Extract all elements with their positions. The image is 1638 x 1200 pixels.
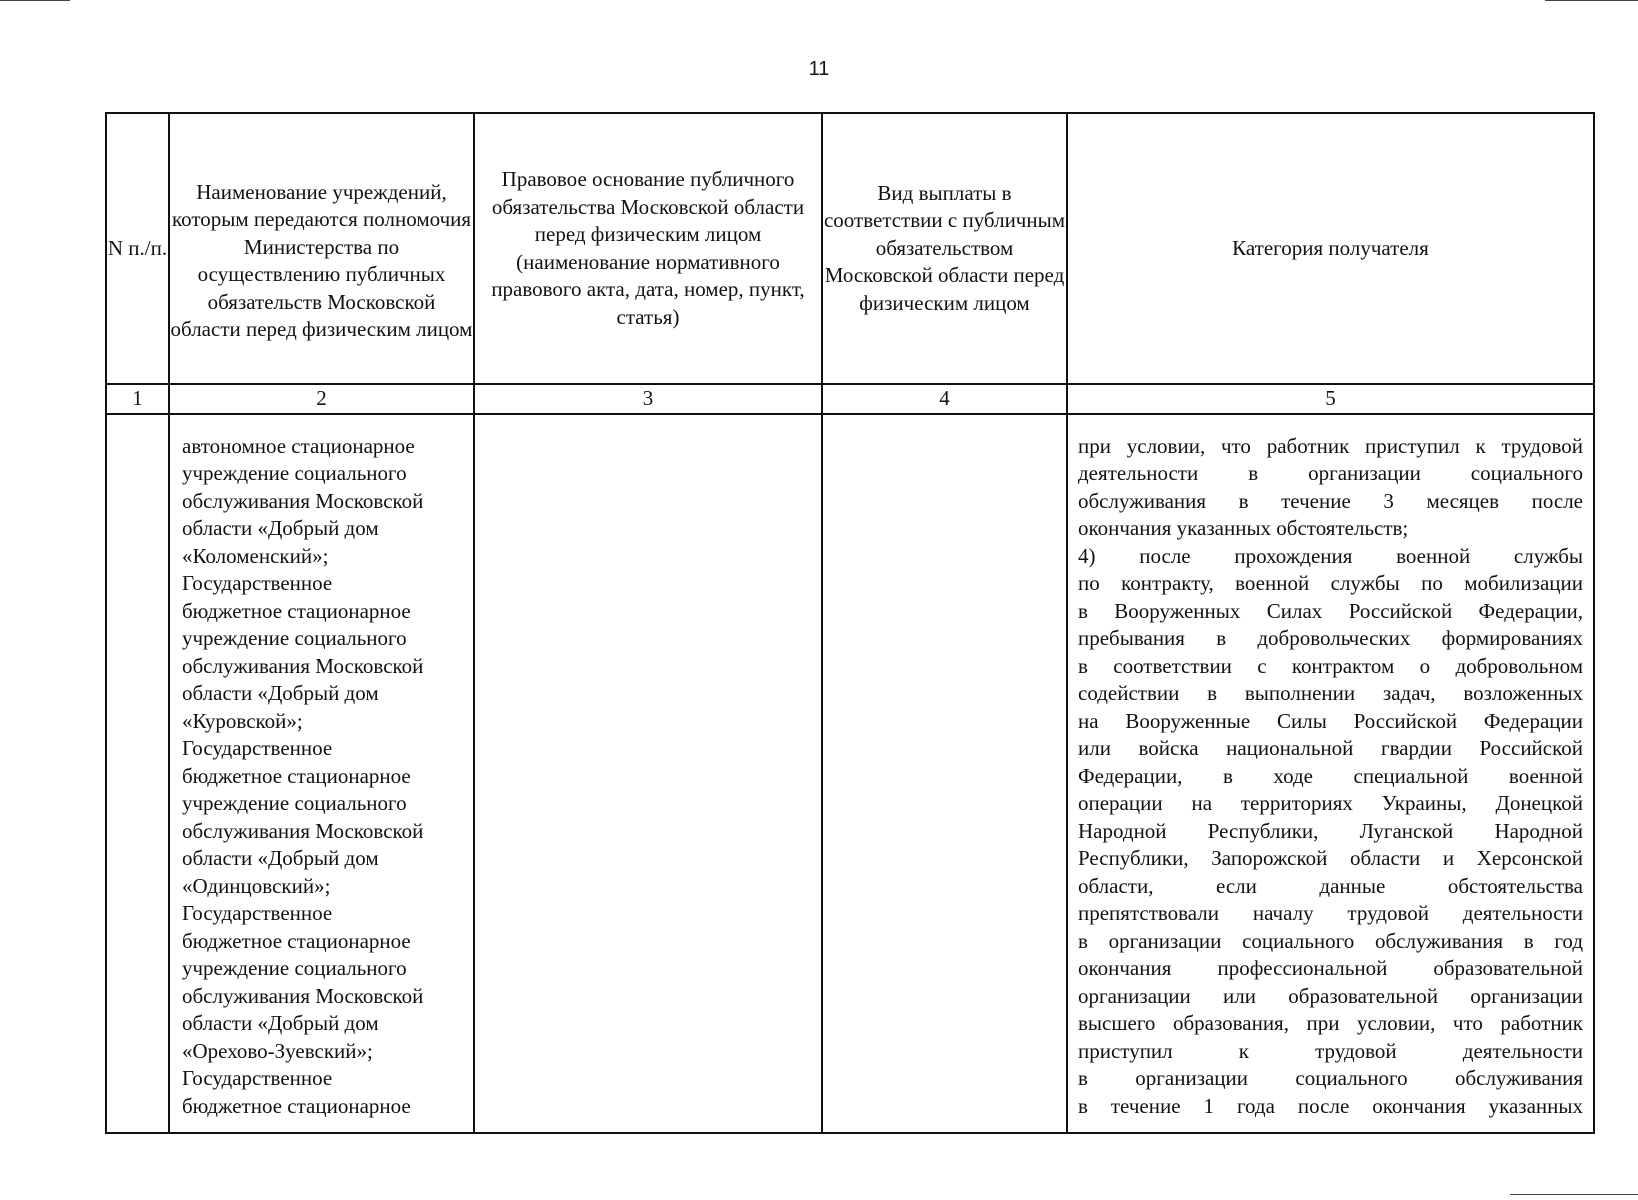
institution-line: обслуживания Московской [182,653,424,678]
institution-line: Государственное [182,901,333,926]
category-line: окончания профессиональной образовательной [1078,956,1583,981]
institution-line: «Одинцовский»; [182,873,331,898]
institution-line: области «Добрый дом [182,681,379,706]
category-line: препятствовали началу трудовой деятельности [1078,901,1583,926]
scan-edge-top-right [1545,0,1638,1]
category-line: по контракту, военной службы по мобилизации [1078,571,1583,596]
category-line: в соответствии с контрактом о добровольном [1078,653,1583,678]
header-number: N п./п. [106,113,169,384]
document-table [105,112,1595,1134]
institution-line: автономное стационарное [182,433,415,458]
category-line: в течение 1 года после окончания указанных [1078,1093,1583,1118]
table-row [106,414,1594,1133]
institution-line: бюджетное стационарное [182,763,411,788]
cell-legal-basis [474,414,822,1133]
institution-line: бюджетное стационарное [182,1093,411,1118]
page-number: 11 [808,58,830,80]
category-line: Республики, Запорожской области и Херсонской [1078,846,1583,871]
category-line: Народной Республики, Луганской Народной [1078,818,1583,843]
column-number: 3 [474,384,822,414]
header-payment-type: Вид выплаты в соответствии с публичным обязательством Московской области перед физическим лицом [822,113,1067,384]
institution-line: обслуживания Московской [182,983,424,1008]
column-number: 5 [1067,384,1594,414]
category-line: содействии в выполнении задач, возложенных [1078,681,1583,706]
institution-line: бюджетное стационарное [182,598,411,623]
cell-payment-type [822,414,1067,1133]
institution-line: Государственное [182,1066,333,1091]
institution-line: учреждение социального [182,461,407,486]
category-line: в Вооруженных Силах Российской Федерации, [1078,598,1583,623]
category-line: в организации социального обслуживания [1078,1066,1583,1091]
header-legal-basis: Правовое основание публичного обязательства Московской области перед физическим лицом (наименование нормативного правового акта, дата, номер, пункт, статья) [474,113,822,384]
category-line: обслуживания в течение 3 месяцев после [1078,488,1583,513]
column-number: 1 [106,384,169,414]
institution-line: области «Добрый дом [182,516,379,541]
category-line: или войска национальной гвардии Российской [1078,736,1583,761]
institution-line: учреждение социального [182,626,407,651]
institution-line: «Коломенский»; [182,543,329,568]
institution-line: бюджетное стационарное [182,928,411,953]
cell-number [106,414,169,1133]
category-line: 4) после прохождения военной службы [1078,543,1583,568]
column-numbers-row [106,384,1594,414]
institution-line: Государственное [182,736,333,761]
institution-line: «Орехово-Зуевский»; [182,1038,373,1063]
institution-line: «Куровской»; [182,708,303,733]
category-line: Федерации, в ходе специальной военной [1078,763,1583,788]
category-line: пребывания в добровольческих формированиях [1078,626,1583,651]
institution-line: обслуживания Московской [182,488,424,513]
category-line: высшего образования, при условии, что работник [1078,1011,1583,1036]
cell-recipient-category [1067,414,1594,1133]
category-line: окончания указанных обстоятельств; [1078,516,1409,541]
institution-line: области «Добрый дом [182,846,379,871]
institution-line: области «Добрый дом [182,1011,379,1036]
column-number: 4 [822,384,1067,414]
header-recipient-category: Категория получателя [1067,113,1594,384]
category-line: приступил к трудовой деятельности [1078,1038,1583,1063]
category-line: операции на территориях Украины, Донецкой [1078,791,1583,816]
institution-line: Государственное [182,571,333,596]
scan-edge-bottom-right [1510,1194,1638,1195]
institution-line: обслуживания Московской [182,818,424,843]
column-number: 2 [169,384,474,414]
institution-line: учреждение социального [182,956,407,981]
institution-line: учреждение социального [182,791,407,816]
category-line: деятельности в организации социального [1078,461,1583,486]
table-header-row [106,113,1594,384]
category-line: на Вооруженные Силы Российской Федерации [1078,708,1583,733]
header-institutions: Наименование учреждений, которым передаются полномочия Министерства по осуществлению публичных обязательств Московской области перед физическим лицом [169,113,474,384]
cell-institutions [169,414,474,1133]
category-line: при условии, что работник приступил к трудовой [1078,433,1583,458]
category-line: в организации социального обслуживания в год [1078,928,1583,953]
scan-edge-top-left [0,0,70,1]
category-line: организации или образовательной организации [1078,983,1583,1008]
category-line: области, если данные обстоятельства [1078,873,1583,898]
